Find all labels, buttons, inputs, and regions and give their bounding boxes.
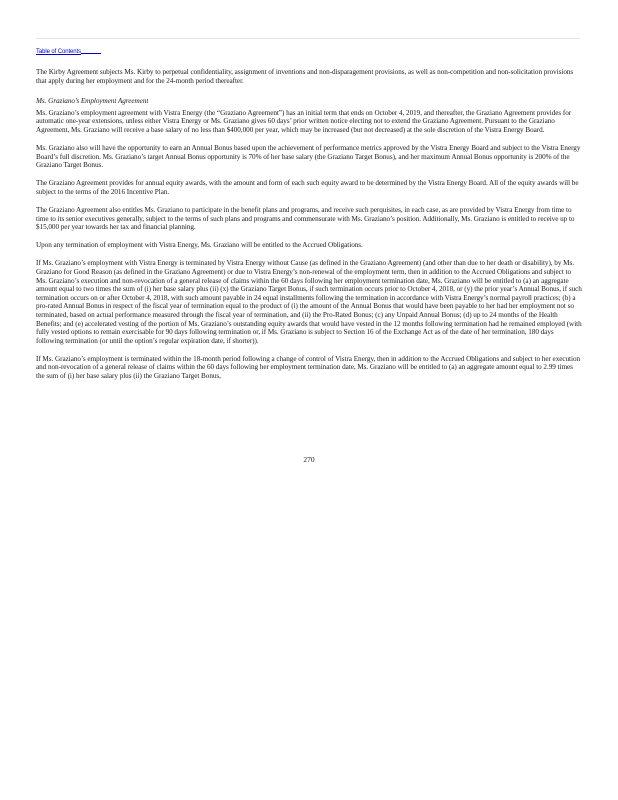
top-divider — [36, 38, 580, 39]
document-body — [36, 68, 582, 390]
paragraph-graziano-term: Ms. Graziano’s employment agreement with Vistra Energy (the “Graziano Agreement”) has an initial term that ends on October 4, 2019, and thereafter, the Graziano Agreement provides for automatic one-year extensions, unless either Vistra Energy or Ms. Graziano gives 60 days’ prior written notice electing not to extend the Graziano Agreement. Pursuant to the Graziano Agreement, Ms. Graziano will receive a base salary of no less than $400,000 per year, which may be increased (but not decreased) at the sole discretion of the Vistra Energy Board. — [36, 108, 572, 134]
table-of-contents-link[interactable]: Table of Contents — [36, 49, 101, 55]
paragraph-accrued-obligations: Upon any termination of employment with Vistra Energy, Ms. Graziano will be entitled to the Accrued Obligations. — [36, 241, 363, 250]
paragraph-termination-without-cause: If Ms. Graziano’s employment with Vistra Energy is terminated by Vistra Energy without Cause (as defined in the Graziano Agreement) (and other than due to her death or disability), by Ms. Graziano for Good Reason (as defined in the Graziano Agreement) or due to Vistra Energy’s non-renewal of the employment term, then in addition to the Accrued Obligations and subject to Ms. Graziano’s execution and non-revocation of a general release of claims within the 60 days following her employment termination date, Ms. Graziano will be entitled to (a) an aggregate amount equal to two times the sum of (i) her base salary plus (ii) (x) the Graziano Target Bonus, if such termination occurs prior to October 4, 2018, or (y) the prior year’s Annual Bonus, if such termination occurs on or after October 4, 2018, with such amount payable in 24 equal installments following the termination in accordance with Vistra Energy’s normal payroll practices; (b) a pro-rated Annual Bonus in respect of the fiscal year of termination equal to the product of (i) the amount of the Annual Bonus that would have been payable to her had her employment not so terminated, based on actual performance measured through the fiscal year of termination, and (ii) the Pro-Rated Bonus; (c) any Unpaid Annual Bonus; (d) up to 24 months of the Health Benefits; and (e) accelerated vesting of the portion of Ms. Graziano’s outstanding equity awards that would have vested in the 12 months following termination had he remained employed (with fully vested options to remain exercisable for 90 days following termination or, if Ms. Graziano is subject to Section 16 of the Exchange Act as of the date of her termination, 180 days following termination (or until the option’s regular expiration date, if shorter)). — [36, 259, 582, 345]
section-heading-graziano: Ms. Graziano’s Employment Agreement — [36, 97, 149, 106]
paragraph-kirby-agreement: The Kirby Agreement subjects Ms. Kirby to perpetual confidentiality, assignment of inventions and non-disparagement provisions, as well as non-competition and non-solicitation provisions that apply during her employment and for the 24-month period thereafter. — [36, 68, 574, 85]
paragraph-graziano-bonus: Ms. Graziano also will have the opportunity to earn an Annual Bonus based upon the achievement of performance metrics approved by the Vistra Energy Board and subject to the Vistra Energy Board’s full discretion. Ms. Graziano’s target Annual Bonus opportunity is 70% of her base salary (the Graziano Target Bonus), and her maximum Annual Bonus opportunity is 200% of the Graziano Target Bonus. — [36, 144, 581, 170]
paragraph-change-of-control: If Ms. Graziano’s employment is terminated within the 18-month period following a change of control of Vistra Energy, then in addition to the Accrued Obligations and subject to her execution and non-revocation of a general release of claims within the 60 days following her employment termination date, Ms. Graziano will be entitled to (a) an aggregate amount equal to 2.99 times the sum of (i) her base salary plus (ii) the Graziano Target Bonus, — [36, 354, 581, 381]
paragraph-graziano-benefits: The Graziano Agreement also entitles Ms. Graziano to participate in the benefit plans and programs, and receive such perquisites, in each case, as are provided by Vistra Energy from time to time to its senior executives generally, subject to the terms of such plans and programs and commensurate with Ms. Graziano’s position. Additionally, Ms. Graziano is entitled to receive up to $15,000 per year towards her tax and financial planning. — [36, 206, 575, 232]
paragraph-graziano-equity: The Graziano Agreement provides for annual equity awards, with the amount and form of each such equity award to be determined by the Vistra Energy Board. All of the equity awards will be subject to the terms of the 2016 Incentive Plan. — [36, 179, 579, 196]
page-number: 270 — [303, 455, 315, 464]
